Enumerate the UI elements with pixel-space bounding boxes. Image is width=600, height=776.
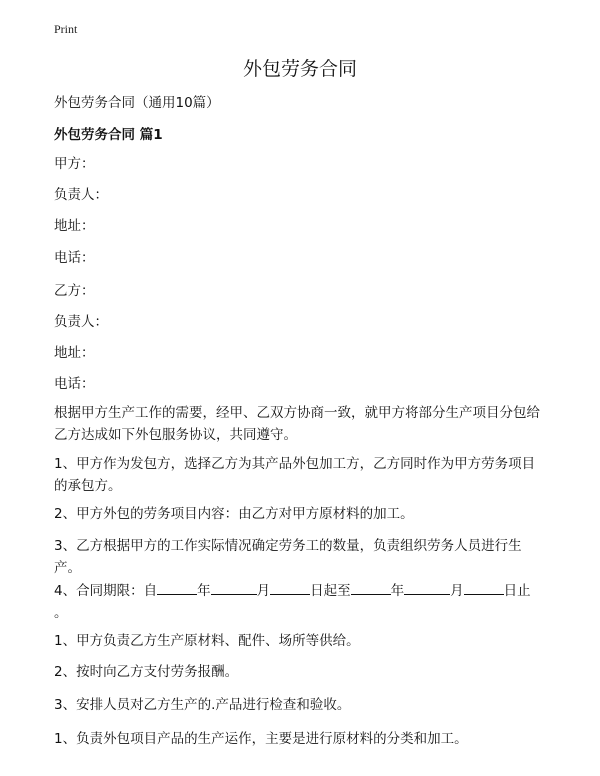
- section-heading: 外包劳务合同 篇1: [54, 127, 163, 143]
- clause-4-prefix: 4、合同期限：自: [54, 583, 158, 599]
- clause-1: 1、甲方作为发包方，选择乙方为其产品外包加工方，乙方同时作为甲方劳务项目的承包方。: [54, 456, 536, 494]
- clause-2: 2、甲方外包的劳务项目内容：由乙方对甲方原材料的加工。: [54, 506, 414, 522]
- clause-4-year1: 年: [197, 583, 211, 599]
- party-a-contact: 负责人：: [54, 187, 108, 203]
- party-a-address: 地址：: [54, 218, 95, 234]
- blank-year-end[interactable]: [351, 580, 391, 595]
- party-a-phone: 电话：: [54, 250, 95, 266]
- duty-a-item: 2、按时向乙方支付劳务报酬。: [54, 664, 239, 680]
- duty-a-item: 3、安排人员对乙方生产的.产品进行检查和验收。: [54, 697, 351, 713]
- intro-paragraph: 根据甲方生产工作的需要，经甲、乙双方协商一致，就甲方将部分生产项目分包给乙方达成如下外包服务协议，共同遵守。: [54, 405, 540, 443]
- clause-4: [54, 580, 546, 624]
- blank-year-start[interactable]: [157, 580, 197, 595]
- clause-4-day-to: 日止: [503, 583, 531, 599]
- document-title: 外包劳务合同: [242, 58, 357, 80]
- clause-4-month2: 月: [450, 583, 464, 599]
- blank-day-end[interactable]: [464, 580, 504, 595]
- blank-day-start[interactable]: [270, 580, 310, 595]
- document-subtitle: 外包劳务合同（通用10篇）: [54, 95, 220, 111]
- party-b-address: 地址：: [54, 345, 95, 361]
- party-b-contact: 负责人：: [54, 314, 108, 330]
- blank-month-start[interactable]: [211, 580, 257, 595]
- duty-a-item: 1、甲方负责乙方生产原材料、配件、场所等供给。: [54, 633, 360, 649]
- blank-month-end[interactable]: [404, 580, 450, 595]
- clause-3: 3、乙方根据甲方的工作实际情况确定劳务工的数量，负责组织劳务人员进行生产。: [54, 538, 522, 576]
- party-a-label: 甲方：: [54, 156, 95, 172]
- clause-4-end: 。: [54, 605, 68, 621]
- duty-b-item: 1、负责外包项目产品的生产运作，主要是进行原材料的分类和加工。: [54, 731, 468, 747]
- clause-4-year2: 年: [390, 583, 405, 599]
- print-label: Print: [54, 22, 78, 36]
- party-b-label: 乙方：: [54, 283, 95, 299]
- clause-4-day-from: 日起至: [310, 583, 351, 599]
- party-b-phone: 电话：: [54, 376, 95, 392]
- clause-4-month1: 月: [256, 583, 271, 599]
